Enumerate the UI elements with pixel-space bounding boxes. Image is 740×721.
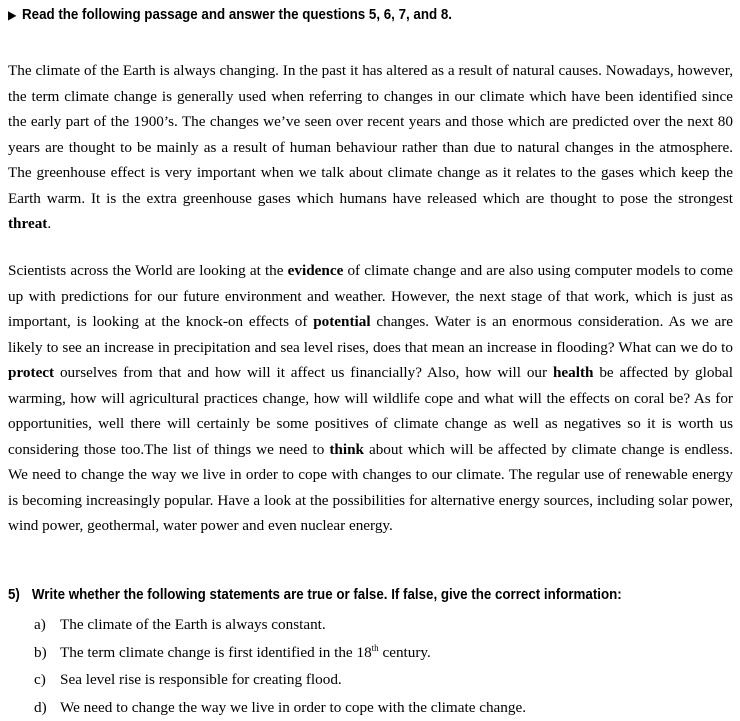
passage-paragraph-1 (8, 58, 733, 237)
item-label: b) (34, 639, 60, 667)
bold-word-health: health (553, 364, 594, 381)
instruction-heading (8, 6, 675, 24)
list-item (34, 611, 526, 639)
item-text: The term climate change is first identified in the 18 (60, 644, 372, 661)
item-label: d) (34, 694, 60, 721)
passage-p2-text-4: ourselves from that and how will it affect us financially? Also, how will our (54, 364, 553, 381)
bold-word-threat: threat (8, 215, 47, 232)
passage-p2-text-2: of climate change and are also using computer models to come up with predictions for our future environment and weather. However, the next stage of that work, which is just as important, is looking at the knock-on effects of (8, 262, 733, 330)
item-superscript: th (372, 643, 379, 653)
item-text-end: century. (379, 644, 431, 661)
item-label: a) (34, 611, 60, 639)
item-text: The climate of the Earth is always constant. (60, 616, 326, 633)
question-5-heading (8, 585, 675, 605)
right-triangle-icon: ▶ (8, 6, 16, 24)
bold-word-think: think (329, 441, 364, 458)
passage-p2-text-1: Scientists across the World are looking at the (8, 262, 288, 279)
passage-p2-text-6: about which will be affected by climate change is endless. We need to change the way we live in order to cope with changes to our climate. The regular use of renewable energy is becoming increasingly popular. Have a look at the possibilities for alternative energy sources, including solar power, wind power, geothermal, water power and even nuclear energy. (8, 441, 733, 535)
list-item (34, 639, 526, 667)
bold-word-evidence: evidence (288, 262, 344, 279)
list-item (34, 666, 526, 694)
passage-p1-text: The climate of the Earth is always changing. In the past it has altered as a result of natural causes. Nowadays, however, the term climate change is generally used when referring to changes in our climate which have been identified since the early part of the 1900’s. The changes we’ve seen over recent years and those which are predicted over the next 80 years are thought to be mainly as a result of human behaviour rather than due to natural changes in the atmosphere. The greenhouse effect is very important when we talk about climate change as it relates to the gases which keep the Earth warm. It is the extra greenhouse gases which humans have released which are thought to pose the strongest (8, 62, 733, 207)
question-number: 5) (8, 585, 32, 605)
passage-p2-text-3: changes. Water is an enormous consideration. As we are likely to see an increase in precipitation and sea level rises, does that mean an increase in flooding? What can we do to (8, 313, 733, 356)
passage-p1-end: . (47, 215, 51, 232)
bold-word-protect: protect (8, 364, 54, 381)
item-label: c) (34, 666, 60, 694)
question-text: Write whether the following statements are true or false. If false, give the correct information: (32, 587, 622, 603)
item-text: We need to change the way we live in order to cope with the climate change. (60, 699, 526, 716)
list-item (34, 694, 526, 721)
passage-paragraph-2 (8, 258, 733, 539)
passage-p2-text-5: be affected by global warming, how will agricultural practices change, how will wildlife cope and what will the effects on coral be? As for opportunities, well there will certainly be some positives of climate change as well as negatives so it is worth us considering those too.The list of things we need to (8, 364, 733, 458)
statement-list (34, 611, 526, 721)
bold-word-potential: potential (313, 313, 370, 330)
item-text: Sea level rise is responsible for creating flood. (60, 671, 342, 688)
instruction-text: Read the following passage and answer the questions 5, 6, 7, and 8. (22, 7, 452, 23)
